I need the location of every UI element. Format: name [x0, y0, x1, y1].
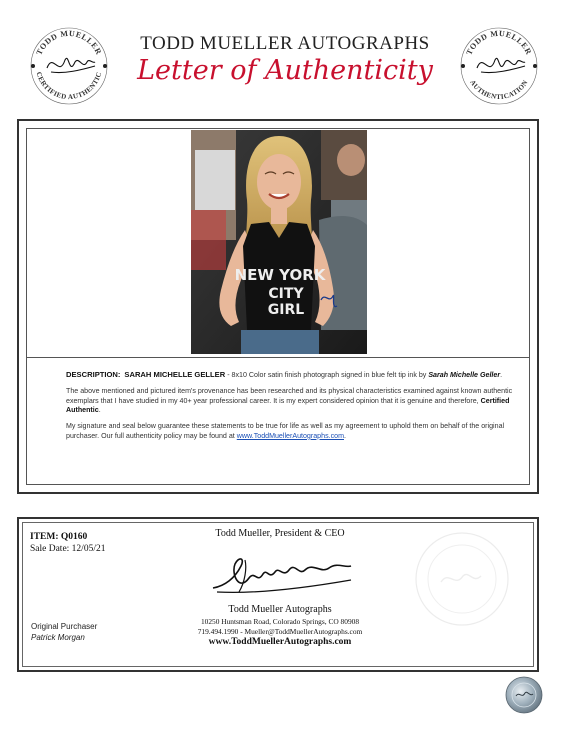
seal-left-bottom-text: CERTIFIED AUTHENTIC [34, 70, 104, 102]
authenticated-photograph [191, 130, 367, 354]
shirt-text-line2: CITY [268, 286, 304, 302]
description-text: - 8x10 Color satin finish photograph signed in blue felt tip ink by [225, 371, 429, 379]
description-subject: SARAH MICHELLE GELLER [124, 370, 226, 379]
address-website: www.ToddMuellerAutographs.com [208, 637, 352, 647]
original-purchaser-label: Original Purchaser [31, 622, 98, 631]
svg-text:CERTIFIED AUTHENTIC [35, 71, 104, 101]
guarantee-end: . [344, 431, 346, 440]
provenance-end: . [98, 406, 101, 415]
original-purchaser-name: Patrick Morgan [31, 633, 85, 642]
address-contact: 719.494.1990 - Mueller@ToddMuellerAutographs.com [197, 627, 363, 636]
todd-mueller-signature-icon [205, 548, 355, 598]
seal-left-top-text: TODD MUELLER [34, 28, 104, 57]
description-signer: Sarah Michelle Geller [428, 371, 501, 379]
company-title: TODD MUELLER AUTOGRAPHS [140, 33, 430, 54]
shirt-text-line3: GIRL [267, 302, 305, 318]
svg-text:TODD MUELLER [34, 29, 103, 57]
letter-of-authenticity-title: Letter of Authenticity [137, 55, 433, 86]
authentication-seal-right [455, 22, 543, 110]
description-block [66, 370, 518, 448]
description-label: DESCRIPTION: [66, 370, 121, 379]
shirt-text-line1: NEW YORK [234, 266, 326, 284]
guarantee-text: My signature and seal below guarantee these statements to be true for life as well as my agreement to uphold them on behalf of the original purchaser. Our full authenticity policy may be found at [66, 422, 505, 440]
address-company-name: Todd Mueller Autographs [228, 604, 332, 615]
item-number: ITEM: Q0160 [30, 532, 88, 542]
description-end: . [500, 371, 503, 379]
sale-date: Sale Date: 12/05/21 [30, 544, 106, 554]
seal-right-signature-icon [477, 58, 525, 72]
svg-text:TODD MUELLER [464, 29, 533, 57]
certificate-divider [26, 357, 530, 358]
seal-left-signature-icon [47, 58, 95, 72]
address-street: 10250 Huntsman Road, Colorado Springs, CO 80908 [200, 617, 360, 626]
description-paragraph [66, 370, 518, 380]
certified-authentic-text: Certified Authentic [66, 396, 510, 415]
seal-right-top-text: TODD MUELLER [464, 28, 534, 57]
provenance-paragraph [66, 387, 518, 415]
policy-link[interactable]: www.ToddMuellerAutographs.com [236, 431, 344, 440]
president-title: Todd Mueller, President & CEO [215, 528, 345, 539]
provenance-text: The above mentioned and pictured item's provenance has been researched and its physical characteristics examined against known authentic exemplars that I have studied in my 40+ year professional career. It is my expert considered opinion that it is genuine and therefore, [66, 387, 513, 405]
certified-authentic-seal-left [25, 22, 113, 110]
hologram-sticker-icon [505, 676, 543, 714]
seal-right-bottom-text: AUTHENTICATION [468, 78, 530, 102]
embossed-seal-icon [413, 530, 511, 628]
guarantee-paragraph [66, 422, 518, 441]
